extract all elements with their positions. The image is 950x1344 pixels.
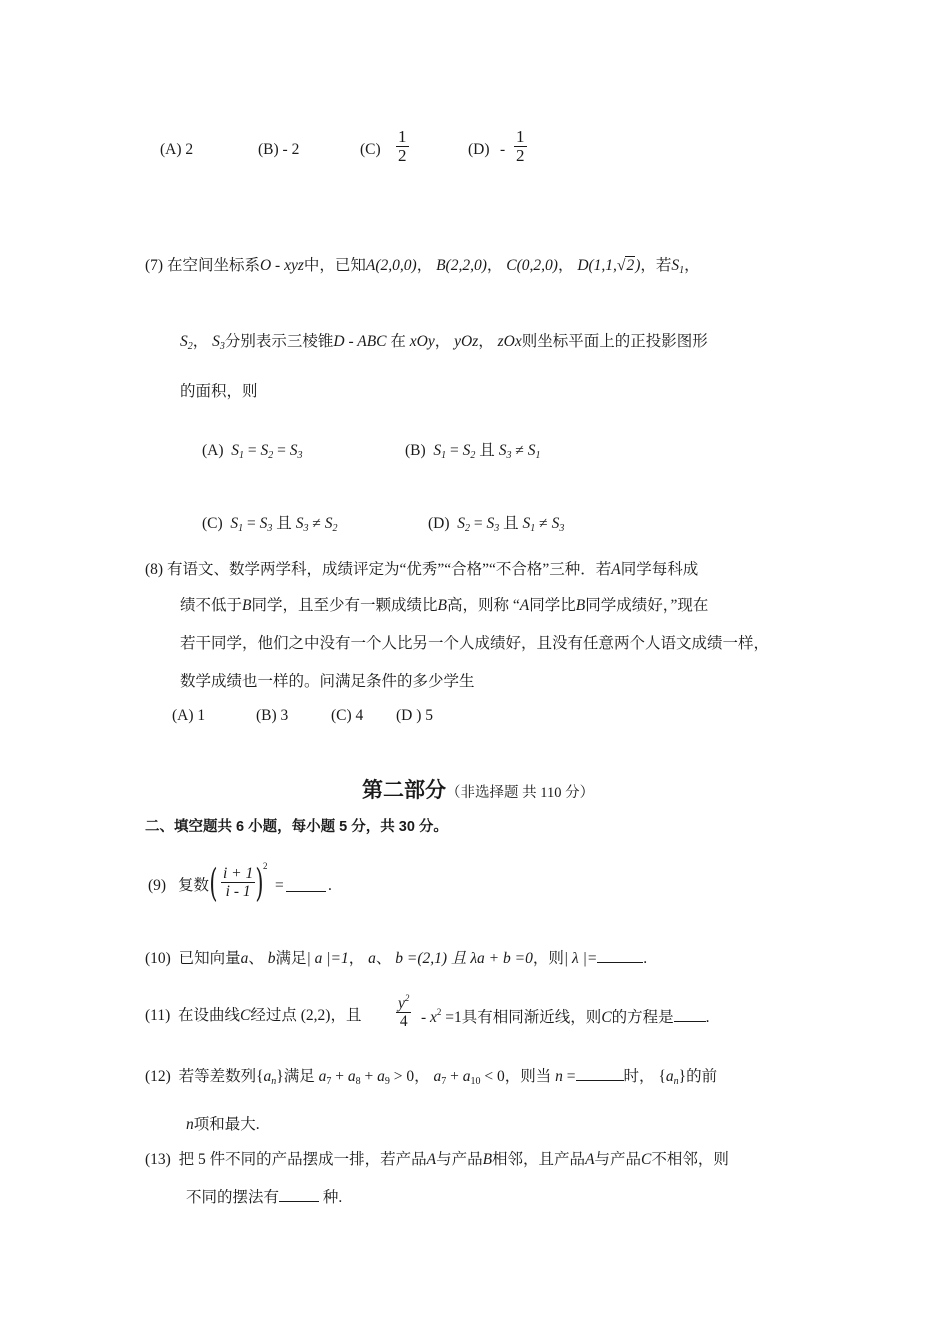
q10-ask: | λ |= <box>563 950 598 967</box>
q9-fraction <box>221 866 255 900</box>
q10-separator: 、 <box>248 950 264 967</box>
q13-line-1: (13) 把 5 件不同的产品摆成一排，若产品A与产品B相邻，且产品A与产品C不相邻，则 <box>145 1151 729 1168</box>
q9-denominator: i - 1 <box>221 882 255 900</box>
q12-number: (12) <box>145 1068 171 1085</box>
q8-line-1-text: 有语文、数学两学科，成绩评定为“优秀”“合格”“不合格”三种．若 <box>166 561 612 578</box>
q7-point-c: C(0,2,0) <box>506 257 558 274</box>
q12-equals: = <box>566 1068 576 1085</box>
q13-line-2 <box>186 1188 342 1206</box>
q11-text <box>145 1008 361 1024</box>
q11-fraction <box>396 993 411 1031</box>
q12-line-1: (12) 若等差数列$\{a_n\}$满足 $a_7 + a_8 + a_9 > 0$， $a_7 + a_{10} < 0$，则当 n = 时， $\{a_n\}$的前 <box>145 1068 718 1087</box>
q12-text-5: 的前 <box>686 1068 718 1085</box>
q8-option-d: (D ) 5 <box>396 707 434 724</box>
q7-option-b-and: 且 <box>479 442 495 459</box>
q7-option-d-label: (D) <box>428 515 450 532</box>
q7-option-a-label: (A) <box>202 442 224 459</box>
q11-answer-blank <box>674 1008 706 1022</box>
q10-condition-2: λa + b =0 <box>470 950 533 967</box>
q12-text-1: 若等差数列 <box>178 1068 257 1085</box>
q7-coord-system: O - xyz <box>259 257 304 274</box>
q7-plane-xoy: xOy <box>409 333 435 350</box>
q11-curve: C <box>240 1007 251 1024</box>
q7-s2: $S_2$ <box>180 333 193 352</box>
q12-text-4: 时， <box>623 1068 655 1085</box>
q6-option-c-den: 2 <box>398 145 407 165</box>
q7-option-a: (A) $S_1 = S_2 = S_3$ <box>202 442 303 461</box>
q7-option-c-label: (C) <box>202 515 223 532</box>
q7-point-a: A(2,0,0) <box>365 257 417 274</box>
q13-line-2-end: 种. <box>322 1189 343 1206</box>
q7-point-b: B(2,2,0) <box>436 257 487 274</box>
q6-option-a-value: 2 <box>185 141 194 158</box>
q10-end: . <box>643 950 648 967</box>
q11-rest: - $x^2 =1$具有相同渐近线，则C的方程是 . <box>421 1007 710 1026</box>
q13-answer-blank <box>279 1188 319 1202</box>
q12-text-2: 满足 <box>283 1068 315 1085</box>
q10-answer-blank <box>597 949 643 963</box>
q8-option-b: (B) 3 <box>256 707 289 724</box>
q6-option-d-sign: - <box>500 141 506 158</box>
q6-option-d-fraction <box>514 128 527 166</box>
q6-option-a-label: (A) <box>160 141 182 158</box>
q9-equals: = <box>275 877 284 894</box>
q7-option-d-and: 且 <box>503 515 519 532</box>
q12-sequence: $\{a_n\}$ <box>256 1068 284 1087</box>
part-two-heading <box>362 780 594 801</box>
q7-s3: $S_3$ <box>212 333 225 352</box>
q10-text-2: 满足 <box>275 950 307 967</box>
q12-line-2 <box>186 1117 260 1133</box>
q11-text-3: ，且 <box>330 1007 362 1024</box>
q6-option-b-value: - 2 <box>282 141 300 158</box>
q9-number: (9) <box>148 877 167 894</box>
q9-exponent: 2 <box>263 861 268 871</box>
q11-frac-num: $y^2$ <box>398 993 410 1012</box>
section-heading: 二、填空题共 6 小题，每小题 5 分，共 30 分。 <box>145 819 448 835</box>
q7-option-c-and: 且 <box>276 515 292 532</box>
q11-frac-den: 4 <box>396 1012 411 1030</box>
q7-line-2: $S_2$， $S_3$分别表示三棱锥D - ABC 在 xOy， yOz， zOx则坐标平面上的正投影图形 <box>180 333 708 352</box>
right-paren-icon: ) <box>255 861 264 905</box>
q10-text-3: b =(2,1) 且 <box>395 950 467 967</box>
q7-if: ，若 <box>640 257 672 274</box>
q12-line-2-n: n <box>186 1116 194 1133</box>
q7-plane-zox: zOx <box>497 333 522 350</box>
q10-text-1: 已知向量 <box>178 950 241 967</box>
q7-option-c: (C) $S_1 = S_3$ 且 $S_3 \ne S_2$ <box>202 515 338 534</box>
part-two-title: 第二部分 <box>362 778 446 802</box>
q8-option-c: (C) 4 <box>331 707 364 724</box>
q12-answer-blank <box>576 1067 624 1081</box>
left-paren-icon: ( <box>209 861 218 905</box>
q12-var-n: n <box>555 1068 563 1085</box>
q7-point-d: D(1,1,√2) <box>577 257 641 274</box>
q7-given: 中，已知 <box>303 257 366 274</box>
q7-line-1: (7) 在空间坐标系O - xyz中，已知A(2,0,0)， B(2,2,0)， C(0,2,0)， D(1,1,√2)，若$S_1$， <box>145 257 700 276</box>
q6-option-c-label: (C) <box>360 141 381 158</box>
q6-option-c-num: 1 <box>398 127 407 146</box>
q6-option-b-label: (B) <box>258 141 279 158</box>
q13-number: (13) <box>145 1151 171 1168</box>
q6-option-d-num: 1 <box>516 127 525 146</box>
part-two-subtitle: （非选择题 共 110 分） <box>446 785 595 801</box>
q11-point: (2,2) <box>300 1007 331 1024</box>
q11-number: (11) <box>145 1007 171 1024</box>
q7-option-d: (D) $S_2 = S_3$ 且 $S_1 \ne S_3$ <box>428 515 565 534</box>
q9-answer-blank <box>286 878 326 892</box>
q7-pyramid: D - ABC <box>333 333 387 350</box>
q10-vector-b: b <box>267 950 276 967</box>
q12-condition-1: $a_7 + a_8 + a_9 > 0$ <box>318 1068 415 1087</box>
q10-condition-1: | a |=1 <box>306 950 349 967</box>
q11-text-1: 在设曲线 <box>178 1007 241 1024</box>
q10-text-4: ，则 <box>532 950 564 967</box>
q6-option-c-fraction <box>396 128 409 166</box>
q6-option-d-label: (D) <box>468 141 490 158</box>
q8-line-2: 绩不低于B同学，且至少有一颗成绩比B高，则称 “A同学比B同学成绩好，”现在 <box>180 597 709 614</box>
q6-option-b <box>258 142 299 158</box>
q7-in: 在 <box>390 333 406 350</box>
q7-option-b-label: (B) <box>405 442 426 459</box>
q10-number: (10) <box>145 950 171 967</box>
q7-plane-yoz: yOz <box>454 333 479 350</box>
q7-s1: $S_1$ <box>671 257 685 276</box>
q6-option-a <box>160 142 193 158</box>
q12-text-3: ，则当 <box>504 1068 552 1085</box>
q9-numerator: i + 1 <box>223 865 254 882</box>
q10-comma: ， <box>348 950 365 967</box>
q10-vector-a: a <box>240 950 249 967</box>
q12-line-2-text: 项和最大. <box>193 1116 260 1133</box>
q8-line-4: 数学成绩也一样的。问满足条件的多少学生 <box>180 673 475 690</box>
q8-number: (8) <box>145 561 164 578</box>
q8-line-1-end: 同学每科成 <box>620 561 699 578</box>
sqrt-icon: √2 <box>616 257 635 274</box>
q9-prefix: 复数 <box>178 877 210 894</box>
q6-option-d-den: 2 <box>516 145 525 165</box>
q10: (10) 已知向量a、 b满足| a |=1， a、 b =(2,1) 且 λa + b =0，则| λ |= . <box>145 950 648 967</box>
q12-condition-2: $a_7 + a_{10} < 0$ <box>433 1068 505 1087</box>
q7-line-3: 的面积，则 <box>180 383 258 400</box>
q8-line-1 <box>145 562 698 578</box>
q8-line-3: 若干同学，他们之中没有一个人比另一个人成绩好，且没有任意两个人语文成绩一样， <box>180 635 770 652</box>
q8-student-a: A <box>611 561 621 578</box>
q11-text-2: 经过点 <box>250 1007 297 1024</box>
q8-option-a: (A) 1 <box>172 707 206 724</box>
q13-line-2-text: 不同的摆法有 <box>186 1189 280 1206</box>
q12-sequence-2: $\{a_n\}$ <box>658 1068 687 1087</box>
q7-number: (7) <box>145 257 164 274</box>
q7-intro: 在空间坐标系 <box>166 257 260 274</box>
q7-option-b: (B) $S_1 = S_2$ 且 $S_3 \ne S_1$ <box>405 442 541 461</box>
q7-projection: 则坐标平面上的正投影图形 <box>521 333 708 350</box>
q9-end: . <box>328 877 332 894</box>
q7-represent: 分别表示三棱锥 <box>224 333 334 350</box>
